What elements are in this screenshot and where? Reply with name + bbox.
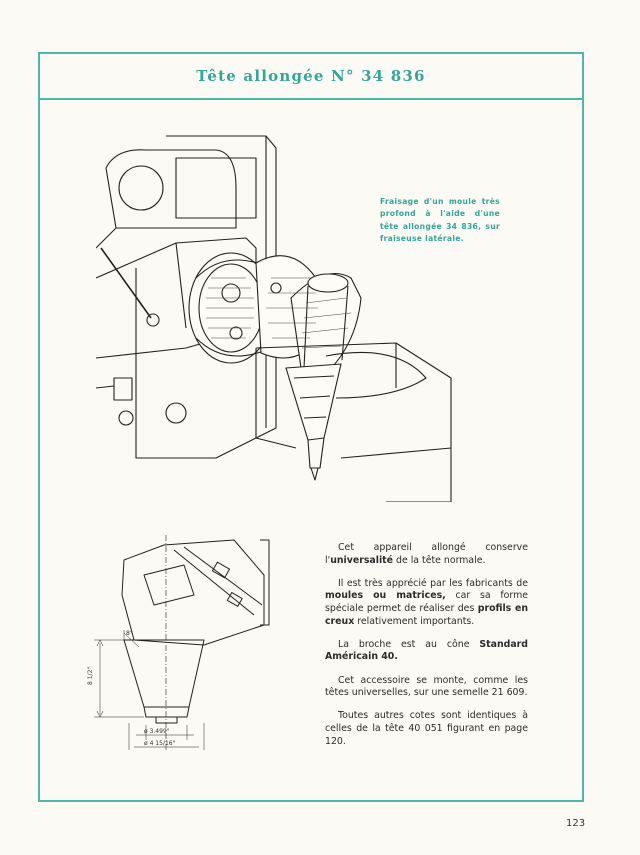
bold-segment: Standard Américain 40. xyxy=(325,638,528,663)
paragraph-3 xyxy=(325,639,528,664)
title-band xyxy=(40,54,582,100)
dim-angle: 8° xyxy=(126,630,133,637)
illustration-caption: Fraisage d'un moule très profond à l'aide d'une tête allongée 34 836, sur fraiseuse latérale. xyxy=(380,197,500,243)
dim-diameter-2: ø 4 15/16" xyxy=(144,740,176,747)
technical-section-drawing xyxy=(84,535,284,755)
text-segment: Il est très apprécié par les fabricants de xyxy=(338,577,528,589)
bold-segment: moules ou matrices, xyxy=(325,590,446,602)
page-title: Tête allongée N° 34 836 xyxy=(196,67,426,85)
page-number: 123 xyxy=(566,818,586,829)
bold-segment: universalité xyxy=(330,554,394,566)
paragraph-1 xyxy=(325,542,528,567)
text-segment: Cet appareil allongé conserve l' xyxy=(325,542,528,566)
description-text xyxy=(325,542,528,759)
milling-head-illustration xyxy=(96,128,456,502)
text-segment: Toutes autres cotes sont identiques à celles de la tête 40 051 figurant en page 120. xyxy=(325,710,528,747)
bold-segment: profils en creux xyxy=(325,602,528,627)
dim-length: 8 1/2" xyxy=(87,666,94,685)
paragraph-4 xyxy=(325,675,528,700)
text-segment: Cet accessoire se monte, comme les têtes universelles, sur une semelle 21 609. xyxy=(325,674,528,699)
dim-diameter-1: ø 3.499" xyxy=(144,728,170,735)
text-segment: de la tête normale. xyxy=(393,554,486,566)
paragraph-5 xyxy=(325,710,528,748)
paragraph-2 xyxy=(325,578,528,628)
text-segment: car sa forme spéciale permet de réaliser des xyxy=(325,590,529,614)
text-segment: La broche est au cône xyxy=(338,638,480,650)
text-segment: relativement importants. xyxy=(354,615,475,627)
